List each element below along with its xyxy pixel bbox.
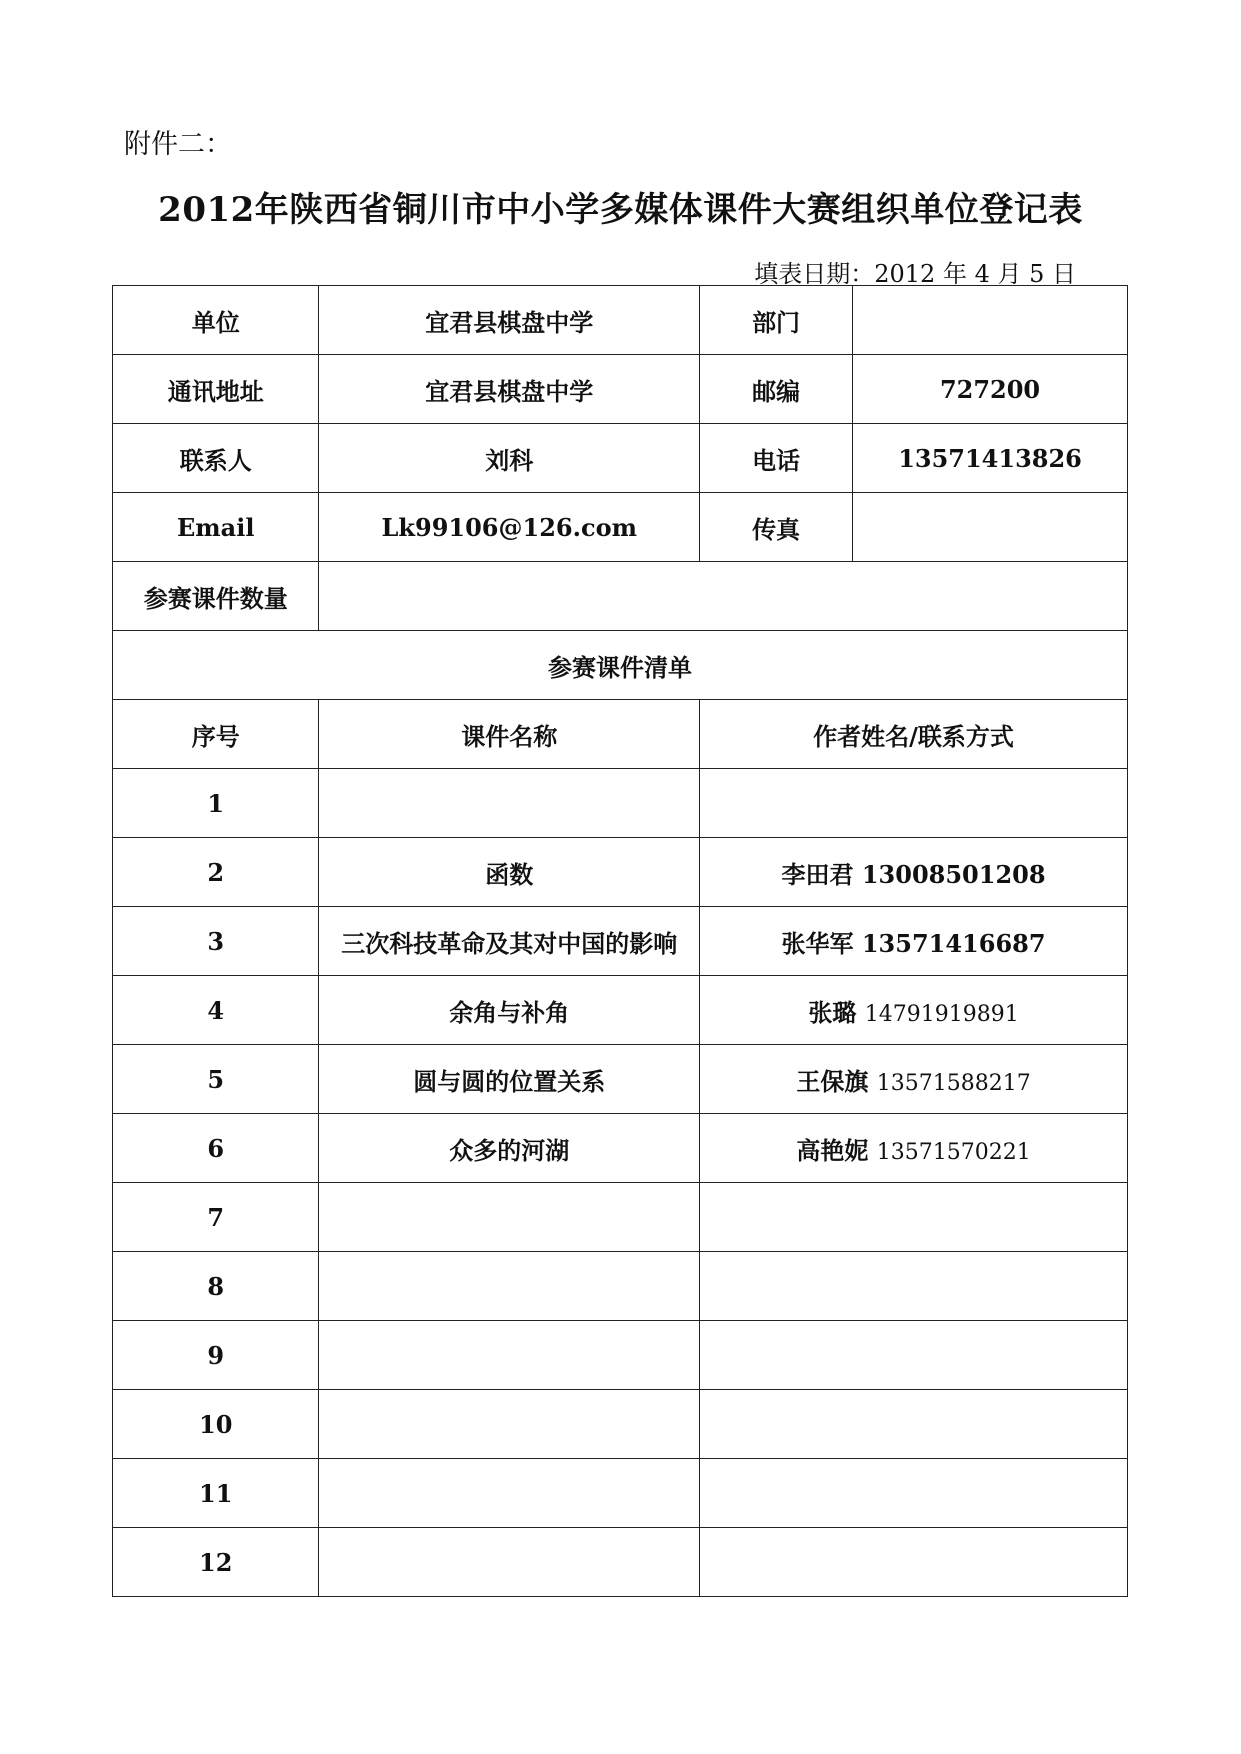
unit-value[interactable]: 宜君县棋盘中学 [319,286,700,355]
count-row [113,562,1128,631]
author-name: 李田君 [781,859,854,889]
header-author: 作者姓名/联系方式 [700,700,1128,769]
unit-row [113,286,1128,355]
author-name: 张璐 [808,997,857,1027]
header-no: 序号 [113,700,319,769]
table-row [113,1252,1128,1321]
contact-row [113,424,1128,493]
author-contact[interactable] [700,1045,1128,1114]
table-row [113,1390,1128,1459]
address-label: 通讯地址 [113,355,319,424]
author-contact[interactable] [700,1528,1128,1597]
row-number: 8 [113,1252,319,1321]
annex-label: 附件二： [124,129,232,160]
row-number: 3 [113,907,319,976]
author-contact[interactable] [700,1252,1128,1321]
courseware-name[interactable]: 众多的河湖 [319,1114,700,1183]
table-row [113,1114,1128,1183]
courseware-name[interactable] [319,769,700,838]
email-label: Email [113,493,319,562]
author-phone: 13571570221 [876,1139,1031,1165]
author-contact[interactable] [700,1183,1128,1252]
count-value[interactable] [319,562,1128,631]
author-contact[interactable] [700,1114,1128,1183]
courseware-name[interactable] [319,1183,700,1252]
courseware-name[interactable] [319,1528,700,1597]
table-row [113,769,1128,838]
row-number: 2 [113,838,319,907]
table-row [113,1459,1128,1528]
row-number: 6 [113,1114,319,1183]
phone-value[interactable]: 13571413826 [853,424,1128,493]
author-phone: 13571416687 [861,928,1046,958]
table-row [113,907,1128,976]
row-number: 1 [113,769,319,838]
author-contact[interactable] [700,907,1128,976]
dept-label: 部门 [700,286,853,355]
courseware-name[interactable]: 圆与圆的位置关系 [319,1045,700,1114]
fax-value[interactable] [853,493,1128,562]
document-title: 2012年陕西省铜川市中小学多媒体课件大赛组织单位登记表 [158,190,1083,230]
row-number: 9 [113,1321,319,1390]
email-value[interactable]: Lk99106@126.com [319,493,700,562]
header-name: 课件名称 [319,700,700,769]
courseware-name[interactable]: 三次科技革命及其对中国的影响 [319,907,700,976]
list-header-row [113,700,1128,769]
postcode-value[interactable]: 727200 [853,355,1128,424]
table-row [113,1183,1128,1252]
row-number: 5 [113,1045,319,1114]
address-value[interactable]: 宜君县棋盘中学 [319,355,700,424]
courseware-name[interactable] [319,1252,700,1321]
contact-value[interactable]: 刘科 [319,424,700,493]
author-name: 张华军 [781,928,854,958]
phone-label: 电话 [700,424,853,493]
table-row [113,976,1128,1045]
table-row [113,838,1128,907]
table-row [113,1321,1128,1390]
row-number: 10 [113,1390,319,1459]
courseware-name[interactable] [319,1390,700,1459]
table-row [113,1528,1128,1597]
author-contact[interactable] [700,769,1128,838]
author-phone: 13008501208 [861,859,1046,889]
row-number: 4 [113,976,319,1045]
author-contact[interactable] [700,1459,1128,1528]
author-contact[interactable] [700,1321,1128,1390]
row-number: 12 [113,1528,319,1597]
address-row [113,355,1128,424]
author-contact[interactable] [700,1390,1128,1459]
table-row [113,1045,1128,1114]
contact-label: 联系人 [113,424,319,493]
registration-table [112,285,1128,1597]
count-label: 参赛课件数量 [113,562,319,631]
author-name: 王保旗 [796,1066,869,1096]
list-title-row [113,631,1128,700]
row-number: 7 [113,1183,319,1252]
courseware-name[interactable] [319,1459,700,1528]
author-contact[interactable] [700,976,1128,1045]
author-phone: 13571588217 [876,1070,1031,1096]
fill-date: 填表日期：2012 年 4 月 5 日 [754,260,1076,288]
postcode-label: 邮编 [700,355,853,424]
dept-value[interactable] [853,286,1128,355]
fax-label: 传真 [700,493,853,562]
courseware-name[interactable]: 余角与补角 [319,976,700,1045]
row-number: 11 [113,1459,319,1528]
author-name: 高艳妮 [796,1135,869,1165]
courseware-name[interactable]: 函数 [319,838,700,907]
unit-label: 单位 [113,286,319,355]
email-row [113,493,1128,562]
list-section-title: 参赛课件清单 [113,631,1128,700]
author-contact[interactable] [700,838,1128,907]
author-phone: 14791919891 [864,1001,1019,1027]
courseware-name[interactable] [319,1321,700,1390]
